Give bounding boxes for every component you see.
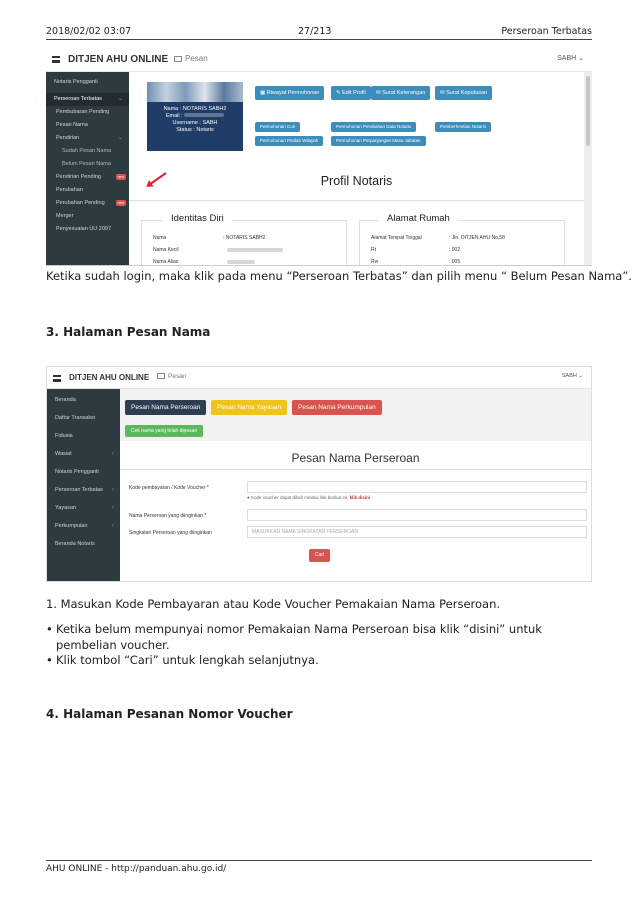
header-section: Perseroan Terbatas — [501, 26, 592, 37]
profile-photo — [147, 82, 243, 102]
page-title: Profil Notaris — [320, 174, 393, 188]
identitas-title: Identitas Diri — [163, 213, 232, 224]
tab-pesan-nama-perseroan[interactable]: Pesan Nama Perseroan — [125, 400, 206, 415]
sidebar-item-perseroan-terbatas[interactable]: Perseroan Terbatas ⌄ — [46, 93, 129, 106]
hamburger-menu-icon[interactable] — [52, 56, 60, 63]
value-rw: : 005 — [449, 259, 461, 265]
chevron-icon: ‹ — [112, 505, 114, 511]
label-nama-alias: Nama Alias — [153, 259, 179, 265]
tab-pesan-nama-perkumpulan[interactable]: Pesan Nama Perkumpulan — [292, 400, 382, 415]
label-rw: Rw — [371, 259, 379, 265]
screenshot-pesan-nama — [46, 366, 592, 582]
label-nama: Nama — [153, 235, 167, 241]
edit-profil-button[interactable]: ✎ Edit Profil — [331, 86, 371, 100]
chevron-icon: ‹ — [112, 451, 114, 457]
mail-icon — [174, 56, 182, 62]
nama-perseroan-input[interactable] — [247, 509, 587, 521]
header-page: 27/213 — [298, 26, 332, 37]
topbar — [47, 367, 591, 389]
kode-voucher-input[interactable] — [247, 481, 587, 493]
klik-disini-link[interactable]: klik disini — [349, 495, 371, 500]
brand-title: DITJEN AHU ONLINE — [68, 54, 169, 65]
form-title: Pesan Nama Perseroan — [291, 451, 420, 465]
sidebar-item-fidusia[interactable]: Fidusia — [55, 433, 73, 439]
page-footer: AHU ONLINE - http://panduan.ahu.go.id/ — [46, 860, 592, 874]
sidebar-item-notaris-pengganti[interactable]: Notaris Pengganti — [55, 469, 99, 475]
sidebar-item-sudah-pesan-nama[interactable]: Sudah Pesan Nama — [62, 148, 112, 154]
label-singkatan: Singkatan Perseroan yang diinginkan — [129, 530, 212, 536]
label-alamat: Alamat Tempat Tinggal — [371, 235, 422, 241]
chevron-icon: ⌄ — [117, 135, 123, 141]
pemberhentian-notaris-button[interactable]: Pemberhentian Notaris — [435, 122, 491, 132]
label-nama-kecil: Nama Kecil — [153, 247, 179, 253]
label-nama-perseroan: Nama Perseroan yang diinginkan * — [129, 513, 207, 519]
main-content — [120, 389, 591, 581]
sidebar-item-notaris-pengganti[interactable]: Notaris Pengganti — [54, 79, 98, 85]
divider — [129, 200, 584, 201]
value-nama: : NOTARIS SABH2 — [223, 235, 266, 241]
cari-button[interactable]: Cari — [309, 549, 330, 562]
alamat-box — [359, 220, 565, 266]
label-kode-pembayaran: Kode pembayaran / Kode Voucher * — [129, 485, 209, 491]
sidebar-item-pendirian[interactable]: Pendirian ⌄ — [46, 132, 129, 145]
pindah-wilayah-button[interactable]: Permohonan Pindah Wilayah — [255, 136, 323, 146]
cek-nama-button[interactable]: Cek nama yang telah dipesan — [125, 425, 203, 437]
label-rt: Rt — [371, 247, 376, 253]
sidebar-item-pesan-nama[interactable]: Pesan Nama — [56, 122, 88, 128]
new-badge: new — [117, 175, 124, 179]
singkatan-input[interactable]: MASUKKAN NAMA SINGKATAN PERSEROAN — [247, 526, 587, 538]
profile-email: Email : — [147, 113, 243, 120]
sidebar-item-perubahan[interactable]: Perubahan — [56, 187, 83, 193]
surat-keterangan-button[interactable]: ✉ Surat Keterangan — [371, 86, 430, 100]
sidebar-item-perubahan-pending[interactable]: Perubahan Pending new — [56, 200, 124, 206]
blurred-value — [227, 248, 283, 252]
sidebar — [46, 72, 129, 265]
topbar — [46, 48, 592, 72]
value-rt: : 002 — [449, 247, 461, 253]
profile-status: Status : Notaris — [176, 127, 214, 133]
sidebar-item-perseroan-terbatas[interactable]: Perseroan Terbatas ‹ — [47, 481, 120, 499]
profile-nama: Nama : NOTARIS SABH2 — [163, 106, 227, 112]
divider — [120, 469, 591, 470]
profile-card — [147, 82, 243, 151]
perpanjangan-jabatan-button[interactable]: Permohonan Perpanjangan Masa Jabatan — [331, 136, 426, 146]
sidebar-item-belum-pesan-nama[interactable]: Belum Pesan Nama — [62, 161, 111, 167]
brand-title: DITJEN AHU ONLINE — [69, 373, 150, 382]
heading-pesanan-nomor-voucher: 4. Halaman Pesanan Nomor Voucher — [46, 707, 293, 721]
step-1: 1. Masukan Kode Pembayaran atau Kode Voucher Pemakaian Nama Perseroan. — [46, 597, 501, 611]
chevron-icon: ‹ — [112, 523, 114, 529]
sidebar-item-daftar-transaksi[interactable]: Daftar Transaksi — [55, 415, 96, 421]
blurred-value — [227, 260, 255, 264]
new-badge: new — [117, 201, 124, 205]
user-menu[interactable]: SABH ⌄ — [557, 55, 584, 62]
screenshot-profil-notaris — [46, 48, 592, 266]
surat-keputusan-button[interactable]: ✉ Surat Keputusan — [435, 86, 492, 100]
caption-login: Ketika sudah login, maka klik pada menu “Perseroan Terbatas” dan pilih menu “ Belum Pesan Nama”. — [46, 269, 632, 283]
profile-username: Username : SABH — [172, 120, 218, 126]
tab-pesan-nama-yayasan[interactable]: Pesan Nama Yayasan — [211, 400, 287, 415]
main-content — [129, 72, 584, 265]
bullet-dot: • — [46, 622, 53, 636]
header-date: 2018/02/02 03:07 — [46, 26, 132, 37]
value-alamat: : Jln. DITJEN AHU No.58 — [449, 235, 505, 241]
sidebar — [47, 389, 120, 581]
scrollbar[interactable] — [584, 72, 592, 265]
sidebar-item-pendirian-pending[interactable]: Pendirian Pending new — [56, 174, 124, 180]
voucher-hint: ● Kode voucher dapat dibeli melalui link berikut ini, klik disini — [247, 495, 371, 500]
bullet-1: • Ketika belum mempunyai nomor Pemakaian Nama Perseroan bisa klik “disini” untuk pembelian voucher. — [46, 622, 542, 652]
heading-halaman-pesan-nama: 3. Halaman Pesan Nama — [46, 325, 211, 339]
bullet-dot: • — [46, 653, 53, 667]
page-header — [46, 26, 592, 40]
sidebar-item-beranda-notaris[interactable]: Beranda Notaris — [55, 541, 95, 547]
user-menu[interactable]: SABH ⌄ — [561, 373, 583, 379]
pesan-link[interactable]: Pesan — [157, 373, 186, 380]
riwayat-permohonan-button[interactable]: ▦ Riwayat Permohonan — [255, 86, 324, 100]
chevron-icon: ‹ — [112, 487, 114, 493]
sidebar-item-pembubaran-pending[interactable]: Pembubaran Pending — [56, 109, 110, 115]
sidebar-item-yayasan[interactable]: Yayasan ‹ — [47, 499, 120, 517]
sidebar-item-penyesuaian-uu[interactable]: Penyesuaian UU 2007 — [56, 226, 112, 232]
mail-icon — [157, 373, 165, 379]
sidebar-item-wasiat[interactable]: Wasiat ‹ — [47, 445, 120, 463]
permohonan-cuti-button[interactable]: Permohonan Cuti — [255, 122, 300, 132]
chevron-icon: ⌄ — [117, 96, 123, 102]
sidebar-item-beranda[interactable]: Beranda — [55, 397, 76, 403]
hamburger-menu-icon[interactable] — [53, 375, 61, 382]
bullet-2: • Klik tombol “Cari” untuk lengkah selanjutnya. — [46, 653, 319, 667]
alamat-title: Alamat Rumah — [379, 213, 458, 224]
pesan-link[interactable]: Pesan — [174, 54, 208, 63]
sidebar-item-perkumpulan[interactable]: Perkumpulan ‹ — [47, 517, 120, 535]
info-icon: ● — [247, 495, 250, 500]
sidebar-item-merger[interactable]: Merger — [56, 213, 74, 219]
perubahan-data-notaris-button[interactable]: Permohonan Perubahan Data Notaris — [331, 122, 416, 132]
